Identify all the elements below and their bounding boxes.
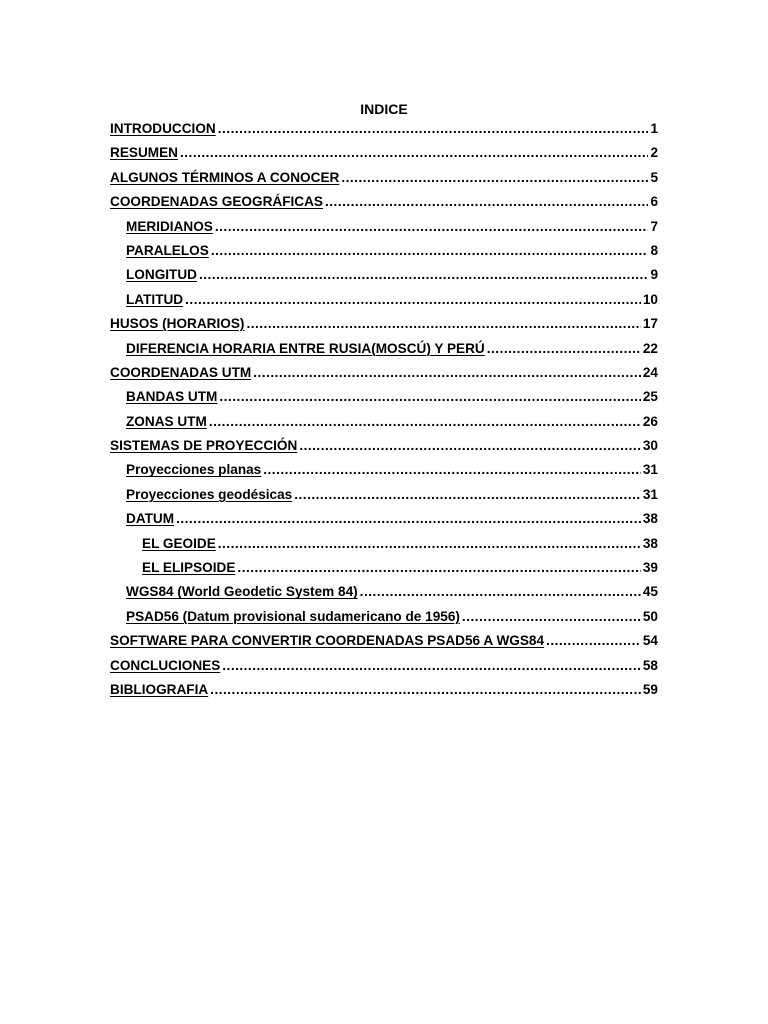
toc-entry[interactable] — [110, 678, 658, 702]
toc-entry-page-number: 31 — [642, 462, 658, 478]
toc-entry[interactable] — [110, 458, 658, 482]
toc-entry-page-number: 6 — [650, 194, 658, 210]
toc-entry[interactable] — [110, 385, 658, 409]
toc-dot-leader — [487, 337, 641, 361]
toc-entry[interactable] — [110, 605, 658, 629]
toc-entry-title[interactable]: WGS84 (World Geodetic System 84) — [126, 584, 358, 600]
toc-entry-page-number: 45 — [642, 584, 658, 600]
toc-entry[interactable] — [110, 507, 658, 531]
toc-entry[interactable] — [110, 215, 658, 239]
toc-entry[interactable] — [110, 312, 658, 336]
toc-entry-page-number: 38 — [642, 535, 658, 551]
toc-dot-leader — [222, 654, 641, 678]
toc-dot-leader — [209, 410, 641, 434]
toc-entry[interactable] — [110, 141, 658, 165]
toc-dot-leader — [299, 434, 641, 458]
toc-entry-page-number: 50 — [642, 608, 658, 624]
toc-entry-title[interactable]: LATITUD — [126, 291, 184, 307]
toc-entry-title[interactable]: ZONAS UTM — [126, 413, 207, 429]
toc-entry-title[interactable]: HUSOS (HORARIOS) — [110, 316, 245, 332]
toc-entry-title[interactable]: EL GEOIDE — [142, 535, 216, 551]
toc-entry-page-number: 2 — [650, 145, 658, 161]
toc-dot-leader — [176, 507, 641, 531]
toc-dot-leader — [215, 215, 649, 239]
toc-entry-page-number: 24 — [642, 364, 658, 380]
toc-entry[interactable] — [110, 166, 658, 190]
toc-entry[interactable] — [110, 288, 658, 312]
toc-entry-page-number: 22 — [642, 340, 658, 356]
toc-entry-title[interactable]: CONCLUCIONES — [110, 657, 221, 673]
toc-dot-leader — [462, 605, 641, 629]
toc-entry[interactable] — [110, 117, 658, 141]
toc-entry-page-number: 8 — [650, 242, 658, 258]
toc-entry-page-number: 31 — [642, 486, 658, 502]
toc-entry-title[interactable]: SISTEMAS DE PROYECCIÓN — [110, 438, 298, 454]
toc-dot-leader — [546, 629, 641, 653]
toc-entry-page-number: 54 — [642, 633, 658, 649]
table-of-contents — [110, 117, 658, 702]
toc-entry-page-number: 58 — [642, 657, 658, 673]
toc-title: INDICE — [360, 101, 408, 117]
toc-entry-page-number: 7 — [650, 218, 658, 234]
toc-entry-title[interactable]: Proyecciones geodésicas — [126, 486, 293, 502]
toc-entry-title[interactable]: COORDENADAS UTM — [110, 364, 252, 380]
toc-dot-leader — [210, 678, 641, 702]
toc-entry-title[interactable]: LONGITUD — [126, 267, 197, 283]
toc-dot-leader — [294, 483, 641, 507]
toc-dot-leader — [253, 361, 641, 385]
toc-dot-leader — [185, 288, 641, 312]
toc-dot-leader — [341, 166, 648, 190]
toc-entry-title[interactable]: INTRODUCCION — [110, 121, 216, 136]
toc-entry-title[interactable]: DATUM — [126, 511, 175, 527]
toc-entry-page-number: 39 — [642, 560, 658, 576]
toc-entry-page-number: 25 — [642, 389, 658, 405]
toc-entry-title[interactable]: RESUMEN — [110, 145, 178, 161]
toc-entry-title[interactable]: ALGUNOS TÉRMINOS A CONOCER — [110, 169, 340, 185]
toc-dot-leader — [237, 556, 640, 580]
toc-entry-page-number: 9 — [650, 267, 658, 283]
toc-entry[interactable] — [110, 434, 658, 458]
toc-entry[interactable] — [110, 361, 658, 385]
toc-entry-title[interactable]: SOFTWARE PARA CONVERTIR COORDENADAS PSAD56 A WGS84 — [110, 633, 545, 649]
toc-entry[interactable] — [110, 239, 658, 263]
toc-entry[interactable] — [110, 483, 658, 507]
toc-entry-page-number: 26 — [642, 413, 658, 429]
toc-entry[interactable] — [110, 654, 658, 678]
toc-dot-leader — [211, 239, 649, 263]
toc-entry[interactable] — [110, 190, 658, 214]
toc-entry-title[interactable]: Proyecciones planas — [126, 462, 262, 478]
toc-entry[interactable] — [110, 556, 658, 580]
toc-entry-title[interactable]: PSAD56 (Datum provisional sudamericano de 1956) — [126, 608, 460, 624]
toc-entry-title[interactable]: EL ELIPSOIDE — [142, 560, 236, 576]
toc-entry-title[interactable]: BIBLIOGRAFIA — [110, 681, 209, 697]
toc-entry-page-number: 5 — [650, 169, 658, 185]
toc-entry[interactable] — [110, 263, 658, 287]
toc-dot-leader — [219, 385, 641, 409]
toc-dot-leader — [218, 532, 641, 556]
toc-entry-page-number: 59 — [642, 681, 658, 697]
toc-entry-page-number: 1 — [650, 121, 658, 136]
toc-entry-page-number: 30 — [642, 438, 658, 454]
toc-entry-title[interactable]: BANDAS UTM — [126, 389, 218, 405]
toc-entry[interactable] — [110, 580, 658, 604]
toc-entry-page-number: 10 — [642, 291, 658, 307]
toc-entry-title[interactable]: COORDENADAS GEOGRÁFICAS — [110, 194, 323, 210]
toc-dot-leader — [180, 141, 648, 165]
toc-entry[interactable] — [110, 629, 658, 653]
toc-dot-leader — [246, 312, 640, 336]
toc-dot-leader — [360, 580, 641, 604]
toc-entry-page-number: 17 — [642, 316, 658, 332]
toc-entry-title[interactable]: PARALELOS — [126, 242, 209, 258]
toc-entry[interactable] — [110, 337, 658, 361]
toc-entry-page-number: 38 — [642, 511, 658, 527]
toc-dot-leader — [325, 190, 648, 214]
toc-dot-leader — [199, 263, 648, 287]
toc-dot-leader — [218, 117, 649, 141]
toc-dot-leader — [263, 458, 641, 482]
toc-entry-title[interactable]: MERIDIANOS — [126, 218, 213, 234]
toc-entry[interactable] — [110, 532, 658, 556]
toc-entry-title[interactable]: DIFERENCIA HORARIA ENTRE RUSIA(MOSCÚ) Y PERÚ — [126, 340, 485, 356]
toc-entry[interactable] — [110, 410, 658, 434]
